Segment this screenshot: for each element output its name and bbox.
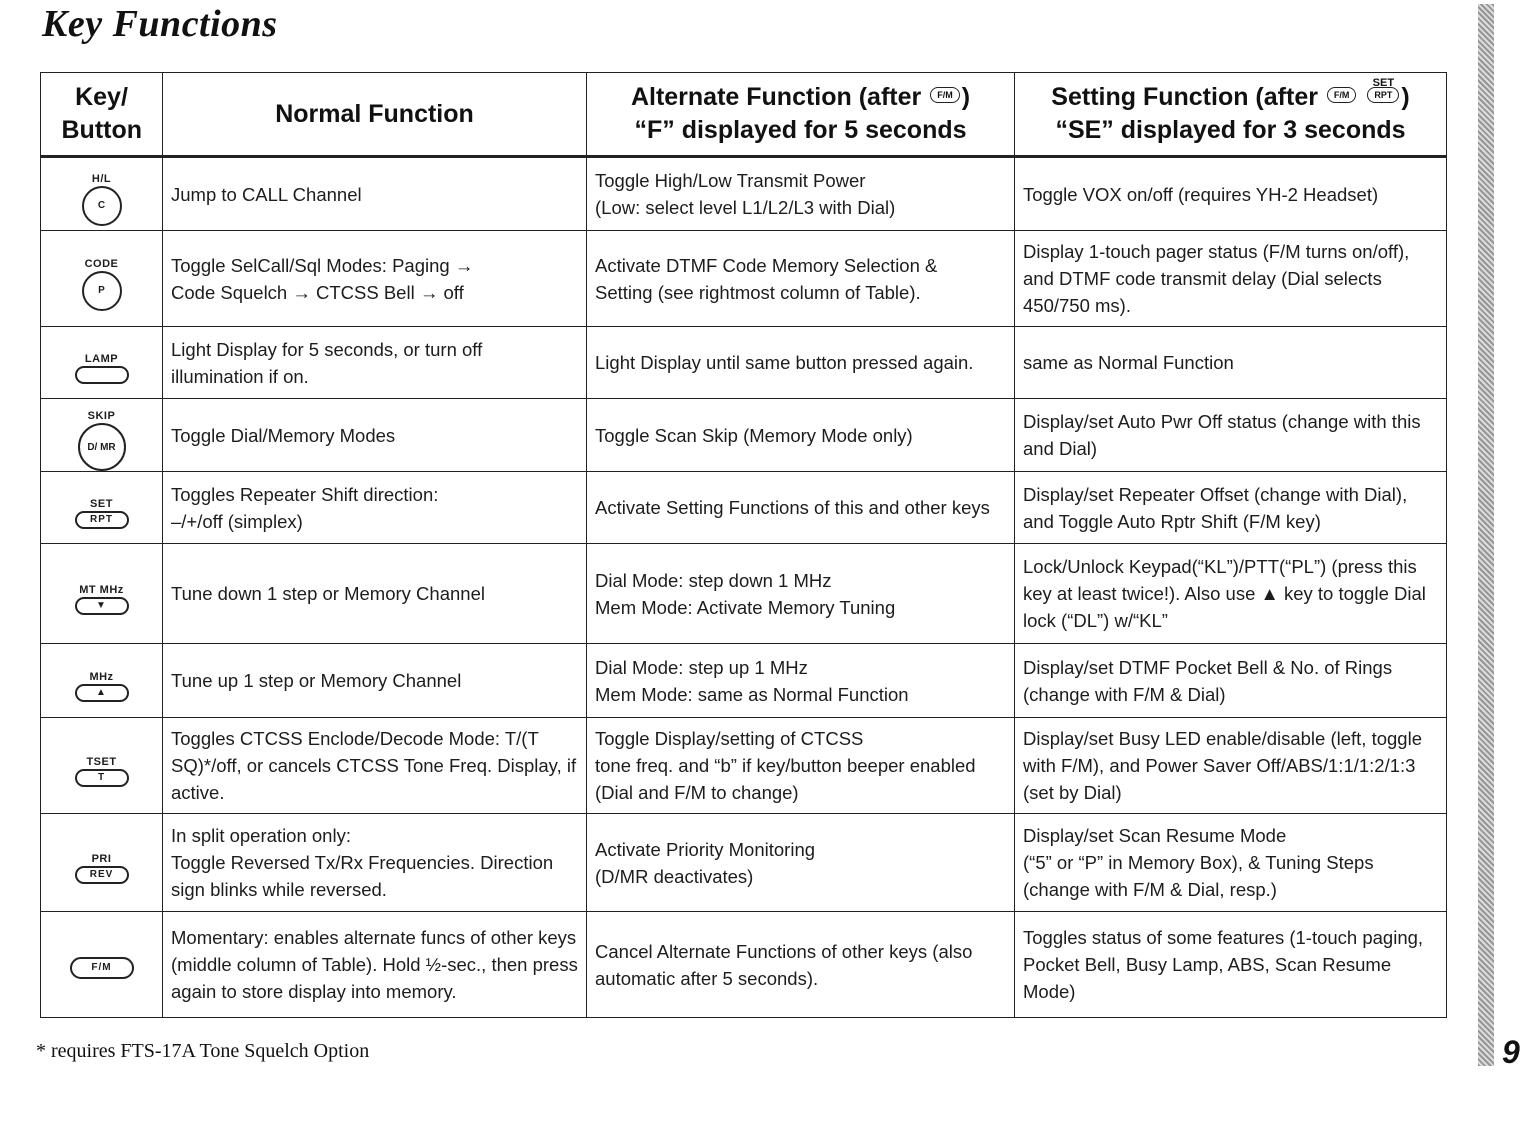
key-button-cell: [41, 544, 163, 644]
reverse-key-icon: [75, 853, 129, 884]
fm-key-icon: F/M: [1327, 87, 1357, 103]
key-button-cell: [41, 231, 163, 327]
key-button-cell: [41, 157, 163, 231]
page-number: 9: [1502, 1034, 1520, 1070]
header-key-button: [41, 73, 163, 157]
key-face: T: [75, 769, 129, 787]
key-face: [75, 366, 129, 384]
key-top-label: SKIP: [87, 410, 116, 422]
key-face: D/ MR: [78, 423, 126, 471]
lamp-key-icon: [75, 353, 129, 384]
normal-function-cell: Toggle Dial/Memory Modes: [163, 399, 587, 472]
key-top-label: H/L: [91, 173, 112, 185]
setting-function-cell: Lock/Unlock Keypad(“KL”)/PTT(“PL”) (press this key at least twice!). Also use ▲ key to toggle Dial lock (“DL”) w/“KL”: [1015, 544, 1447, 644]
footnote: * requires FTS-17A Tone Squelch Option: [36, 1040, 370, 1062]
key-top-label: SET: [90, 497, 113, 510]
alternate-function-cell: Toggle High/Low Transmit Power (Low: select level L1/L2/L3 with Dial): [587, 157, 1015, 231]
rpt-key-icon: RPT: [1367, 87, 1399, 103]
table-header-row: [41, 73, 1447, 157]
tone-key-icon: [75, 756, 129, 787]
call-key-icon: [82, 173, 122, 226]
alternate-function-cell: Activate Setting Functions of this and other keys: [587, 472, 1015, 544]
setting-function-cell: Display/set DTMF Pocket Bell & No. of Rings (change with F/M & Dial): [1015, 644, 1447, 718]
header-key-text: Key/ Button: [61, 83, 143, 144]
key-face: P: [82, 271, 122, 311]
key-face: REV: [75, 866, 129, 884]
key-top-label: CODE: [84, 257, 119, 270]
key-functions-table: [40, 72, 1447, 1018]
key-button-cell: [41, 912, 163, 1018]
header-alternate-function: Alternate Function (after F/M ) “F” displayed for 5 seconds: [587, 73, 1015, 157]
header-normal-function: Normal Function: [163, 73, 587, 157]
table-row: [41, 231, 1447, 327]
table-body: [41, 157, 1447, 1018]
key-top-label: TSET: [86, 755, 117, 768]
key-face: F/M: [70, 957, 134, 979]
setting-function-cell: same as Normal Function: [1015, 327, 1447, 399]
header-alt-line1: Alternate Function (after: [630, 83, 922, 111]
normal-function-cell: Momentary: enables alternate funcs of other keys (middle column of Table). Hold ½-sec., then press again to store display into memory.: [163, 912, 587, 1018]
setting-function-cell: Display/set Auto Pwr Off status (change with this and Dial): [1015, 399, 1447, 472]
setting-function-cell: Toggles status of some features (1-touch paging, Pocket Bell, Busy Lamp, ABS, Scan Resume Mode): [1015, 912, 1447, 1018]
key-button-cell: [41, 399, 163, 472]
header-alt-line2: “F” displayed for 5 seconds: [634, 116, 967, 144]
up-key-icon: [75, 671, 129, 702]
setting-function-cell: Display/set Busy LED enable/disable (left, toggle with F/M), and Power Saver Off/ABS/1:1/1:2/1:3 (set by Dial): [1015, 718, 1447, 814]
normal-function-cell: Light Display for 5 seconds, or turn off illumination if on.: [163, 327, 587, 399]
table-row: [41, 327, 1447, 399]
setting-function-cell: Display/set Repeater Offset (change with Dial), and Toggle Auto Rptr Shift (F/M key): [1015, 472, 1447, 544]
fm-key-icon: F/M: [930, 87, 960, 103]
function-key-icon: [70, 957, 134, 979]
alternate-function-cell: Light Display until same button pressed again.: [587, 327, 1015, 399]
key-top-label: MHz: [89, 670, 114, 683]
normal-function-cell: In split operation only: Toggle Reversed Tx/Rx Frequencies. Direction sign blinks while reversed.: [163, 814, 587, 912]
key-top-label: PRI: [91, 852, 112, 865]
key-button-cell: [41, 814, 163, 912]
table-row: [41, 544, 1447, 644]
alternate-function-cell: Activate Priority Monitoring (D/MR deactivates): [587, 814, 1015, 912]
key-top-label: LAMP: [84, 352, 119, 365]
setting-function-cell: Display 1-touch pager status (F/M turns on/off), and DTMF code transmit delay (Dial selects 450/750 ms).: [1015, 231, 1447, 327]
key-button-cell: [41, 644, 163, 718]
header-setting-function: Setting Function (after F/M SET RPT ) “SE” displayed for 3 seconds: [1015, 73, 1447, 157]
key-face: ▲: [75, 684, 129, 702]
normal-function-cell: Toggles CTCSS Enclode/Decode Mode: T/(T SQ)*/off, or cancels CTCSS Tone Freq. Display, if active.: [163, 718, 587, 814]
table-row: [41, 644, 1447, 718]
header-set-line2: “SE” displayed for 3 seconds: [1055, 116, 1406, 144]
normal-function-cell: Tune up 1 step or Memory Channel: [163, 644, 587, 718]
alternate-function-cell: Toggle Display/setting of CTCSS tone freq. and “b” if key/button beeper enabled (Dial and F/M to change): [587, 718, 1015, 814]
table-row: [41, 912, 1447, 1018]
alternate-function-cell: Cancel Alternate Functions of other keys (also automatic after 5 seconds).: [587, 912, 1015, 1018]
normal-function-cell: Tune down 1 step or Memory Channel: [163, 544, 587, 644]
key-face: ▼: [75, 597, 129, 615]
alternate-function-cell: Dial Mode: step down 1 MHz Mem Mode: Activate Memory Tuning: [587, 544, 1015, 644]
key-button-cell: [41, 718, 163, 814]
table-row: [41, 472, 1447, 544]
key-face: C: [82, 186, 122, 226]
set-key-top-label: SET: [1372, 77, 1395, 89]
normal-function-cell: Toggle SelCall/Sql Modes: Paging → Code Squelch → CTCSS Bell → off: [163, 231, 587, 327]
key-button-cell: [41, 472, 163, 544]
table-row: [41, 399, 1447, 472]
key-functions-table-wrap: [40, 72, 1446, 1018]
normal-function-cell: Toggles Repeater Shift direction: –/+/off (simplex): [163, 472, 587, 544]
table-row: [41, 814, 1447, 912]
down-key-icon: [75, 584, 129, 615]
table-row: [41, 157, 1447, 231]
repeater-key-icon: [75, 498, 129, 529]
alternate-function-cell: Activate DTMF Code Memory Selection & Setting (see rightmost column of Table).: [587, 231, 1015, 327]
key-face: RPT: [75, 511, 129, 529]
paging-key-icon: [82, 258, 122, 311]
setting-function-cell: Toggle VOX on/off (requires YH-2 Headset): [1015, 157, 1447, 231]
setting-function-cell: Display/set Scan Resume Mode (“5” or “P” in Memory Box), & Tuning Steps (change with F/M & Dial, resp.): [1015, 814, 1447, 912]
set-key-stack: [1365, 77, 1401, 114]
alternate-function-cell: Toggle Scan Skip (Memory Mode only): [587, 399, 1015, 472]
key-top-label: MT MHz: [79, 583, 124, 596]
page-edge-tab: [1478, 4, 1494, 1066]
dial-memory-key-icon: [78, 410, 126, 471]
normal-function-cell: Jump to CALL Channel: [163, 157, 587, 231]
header-set-line1: Setting Function (after: [1051, 83, 1318, 111]
key-button-cell: [41, 327, 163, 399]
page-title: Key Functions: [42, 3, 278, 45]
table-row: [41, 718, 1447, 814]
alternate-function-cell: Dial Mode: step up 1 MHz Mem Mode: same as Normal Function: [587, 644, 1015, 718]
